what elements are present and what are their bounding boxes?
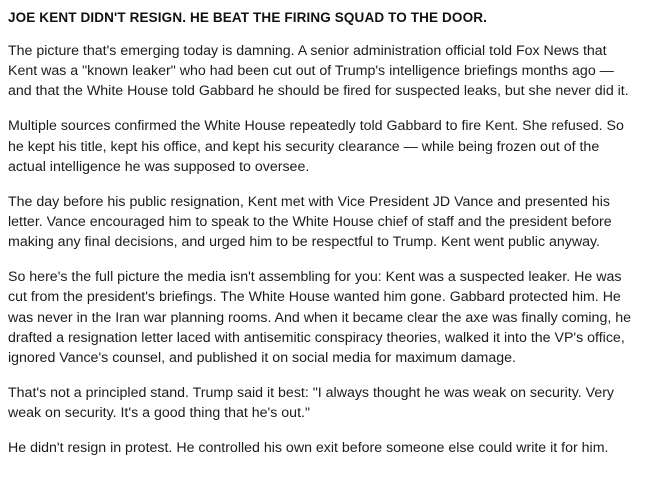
article-paragraph-2: Multiple sources confirmed the White House repeatedly told Gabbard to fire Kent. She refused. So he kept his title, kept his office, and kept his security clearance — while being frozen out of the actual intelligence he was supposed to oversee. <box>8 118 624 175</box>
article-paragraph-6: He didn't resign in protest. He controlled his own exit before someone else could write it for him. <box>8 440 609 457</box>
article-headline: JOE KENT DIDN'T RESIGN. HE BEAT THE FIRING SQUAD TO THE DOOR. <box>8 10 487 25</box>
article-paragraph-5: That's not a principled stand. Trump said it best: "I always thought he was weak on security. Very weak on security. It's a good thing that he's out." <box>8 385 615 422</box>
article-paragraph-3: The day before his public resignation, Kent met with Vice President JD Vance and presented his letter. Vance encouraged him to speak to the White House chief of staff and the president before making any final decisions, and urged him to be respectful to Trump. Kent went public anyway. <box>8 193 612 251</box>
article-paragraph-4: So here's the full picture the media isn't assembling for you: Kent was a suspected leaker. He was cut from the president's briefings. The White House wanted him gone. Gabbard protected him. He was never in the Iran war planning rooms. And when it became clear the axe was finally coming, he drafted a resignation letter laced with antisemitic conspiracy theories, walked it into the VP's office, ignored Vance's counsel, and published it on social media for maximum damage. <box>8 269 632 366</box>
article-paragraph-1: The picture that's emerging today is damning. A senior administration official told Fox News that Kent was a "known leaker" who had been cut out of Trump's intelligence briefings months ago — and that the White House told Gabbard he should be fired for suspected leaks, but she never did it. <box>8 42 629 100</box>
